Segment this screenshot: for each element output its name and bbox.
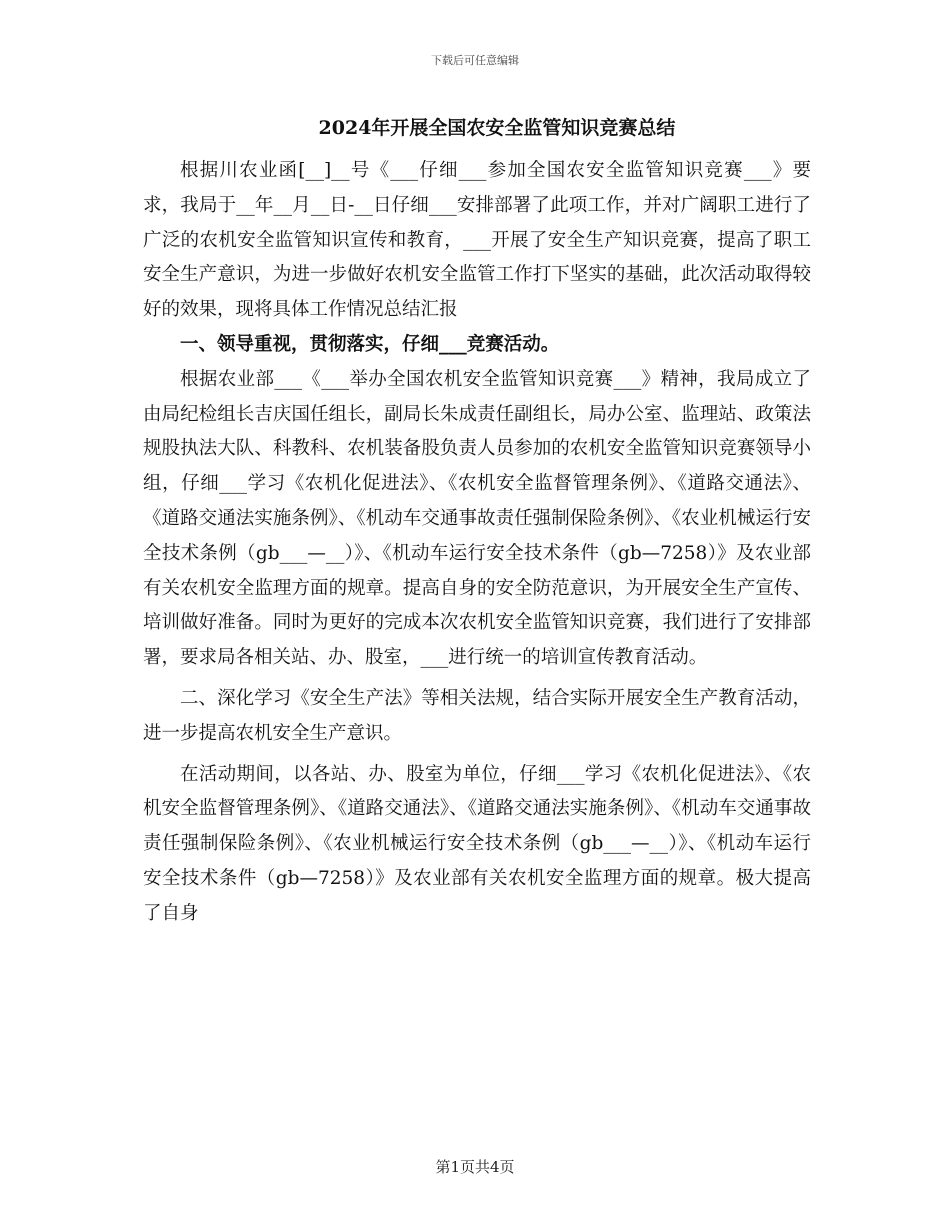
section-heading-1: 一、领导重视，贯彻落实，仔细___竞赛活动。 [180, 333, 560, 355]
page-header: 下载后可任意编辑 [431, 54, 519, 67]
document-body [143, 114, 811, 932]
paragraph-leadership: 根据农业部___《___举办全国农机安全监管知识竞赛___》精神，我局成立了由局纪检组长吉庆国任组长，副局长朱成责任副组长，局办公室、监理站、政策法规股执法大队、科教科、农机装备股负责人员参加的农机安全监管知识竞赛领导小组，仔细___学习《农机化促进法》、《农机安全监督管理条例》、《道路交通法》、《道路交通法实施条例》、《机动车交通事故责任强制保险条例》、《农业机械运行安全技术条例（gb___—__）》、《机动车运行安全技术条件（gb—7258）》及农业部有关农机安全监理方面的规章。提高自身的安全防范意识，为开展安全生产宣传、培训做好准备。同时为更好的完成本次农机安全监管知识竞赛，我们进行了安排部署，要求局各相关站、办、股室，___进行统一的培训宣传教育活动。 [143, 368, 811, 669]
document-title: 2024年开展全国农安全监管知识竞赛总结 [318, 117, 676, 139]
page-number-footer: 第1页共4页 [435, 1158, 515, 1176]
paragraph-intro: 根据川农业函[__]__号《___仔细___参加全国农安全监管知识竞赛___》要求，我局于__年__月__日-__日仔细___安排部署了此项工作，并对广阔职工进行了广泛的农机安全监管知识宣传和教育，___开展了安全生产知识竞赛，提高了职工安全生产意识，为进一步做好农机安全监管工作打下坚实的基础，此次活动取得较好的效果，现将具体工作情况总结汇报 [143, 160, 811, 321]
section-heading-2: 二、深化学习《安全生产法》等相关法规，结合实际开展安全生产教育活动，进一步提高农机安全生产意识。 [143, 687, 811, 744]
paragraph-activities: 在活动期间，以各站、办、股室为单位，仔细___学习《农机化促进法》、《农机安全监督管理条例》、《道路交通法》、《道路交通法实施条例》、《机动车交通事故责任强制保险条例》、《农业机械运行安全技术条例（gb___—__）》、《机动车运行安全技术条件（gb—7258）》及农业部有关农机安全监理方面的规章。极大提高了自身 [143, 763, 811, 924]
